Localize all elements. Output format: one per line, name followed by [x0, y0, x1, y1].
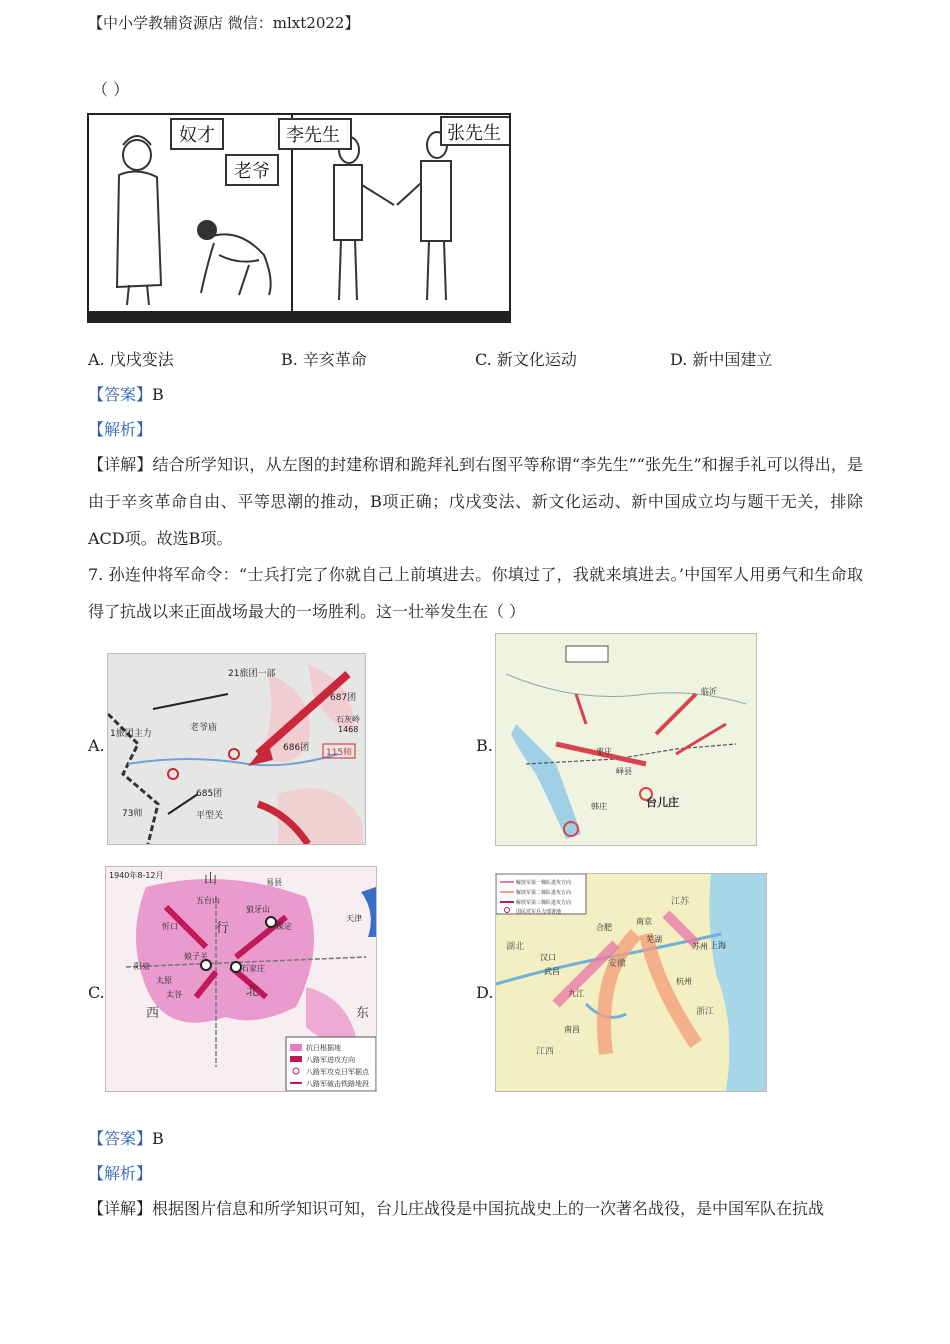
- map-c-legend: 八路军进攻方向: [306, 1056, 355, 1064]
- answer-value: B: [152, 1129, 164, 1148]
- map-a-label: 687团: [330, 693, 357, 703]
- q6-option-b[interactable]: B. 辛亥革命: [281, 350, 367, 369]
- map-d-label: 南昌: [564, 1025, 580, 1034]
- q7-option-c[interactable]: C.: [88, 983, 105, 1002]
- label-li: 李先生: [286, 125, 340, 146]
- map-d-legend: 解放军第二梯队进攻方向: [516, 890, 572, 896]
- map-d-label: 江西: [536, 1047, 555, 1057]
- map-a-pingxingguan[interactable]: [107, 653, 366, 845]
- map-c-legend: 八路军攻克日军据点: [306, 1068, 369, 1076]
- map-a-label: 1468: [338, 725, 359, 734]
- detail-tag: 【详解】: [88, 1199, 153, 1218]
- map-d-label: 杭州: [676, 977, 692, 986]
- map-c-label: 太原: [156, 976, 172, 985]
- map-c-label: 易县: [266, 878, 282, 887]
- q6-analysis-tag: 【解析】: [88, 420, 153, 439]
- map-c-label: 石家庄: [241, 964, 265, 973]
- q7-option-b[interactable]: B.: [476, 736, 493, 755]
- map-d-crossing-yangtze[interactable]: [495, 873, 767, 1092]
- q7-analysis-tag: 【解析】: [88, 1164, 153, 1183]
- map-a-label: 平型关: [196, 811, 224, 821]
- detail-text: 结合所学知识，从左图的封建称谓和跪拜礼到右图平等称谓“李先生”“张先生”和握手礼可以得出，是由于辛亥革命自由、平等思潮的推动，B项正确；戊戌变法、新文化运动、新中国成立均与题干无关，排除ACD项。故选B项。: [88, 455, 863, 548]
- map-d-legend: 解放军第一梯队进攻方向: [516, 880, 572, 886]
- map-a-label: 21旅团一部: [228, 669, 276, 679]
- q6-answer-line: [88, 385, 164, 405]
- map-d-label: 江苏: [671, 897, 690, 907]
- map-c-label: 娘子关: [184, 952, 208, 961]
- map-a-label: 115师: [326, 748, 353, 758]
- q6-stem-paren: （ ）: [92, 80, 130, 99]
- page-header: 【中小学教辅资源店 微信：mlxt2022】: [88, 14, 360, 32]
- map-d-label: 浙江: [696, 1007, 715, 1017]
- map-d-label: 安徽: [608, 959, 627, 969]
- label-nucai: 奴才: [179, 125, 215, 146]
- map-c-label: 忻口: [162, 922, 178, 931]
- q7-detail: [88, 1190, 863, 1227]
- map-c-label: 西: [146, 1006, 160, 1021]
- map-c-label: 行: [216, 921, 230, 936]
- answer-tag: 【答案】: [88, 1129, 153, 1148]
- map-a-label: 685团: [196, 789, 223, 799]
- map-b-taierzhuang[interactable]: [495, 633, 757, 846]
- map-c-label: 保定: [276, 922, 292, 931]
- map-d-label: 芜湖: [646, 935, 662, 944]
- map-a-label: 1旅团主力: [110, 729, 152, 739]
- q6-option-d[interactable]: D. 新中国建立: [670, 350, 773, 369]
- answer-tag: 【答案】: [88, 385, 153, 404]
- q6-option-c[interactable]: C. 新文化运动: [475, 350, 577, 369]
- map-d-label: 苏州: [692, 942, 708, 951]
- map-a-label: 686团: [283, 743, 310, 753]
- answer-value: B: [152, 385, 164, 404]
- map-a-label: 73师: [122, 809, 143, 819]
- q6-cartoon: [87, 113, 511, 323]
- map-c-label: 东: [356, 1006, 370, 1021]
- map-c-label: 山: [204, 872, 218, 887]
- label-laoye: 老爷: [234, 161, 270, 182]
- map-b-label: 枣庄: [596, 747, 612, 756]
- detail-tag: 【详解】: [88, 455, 153, 474]
- q7-stem: 7. 孙连仲将军命令：“士兵打完了你就自己上前填进去。你填过了，我就来填进去。’中国军人用勇气和生命取得了抗战以来正面战场最大的一场胜利。这一壮举发生在（ ）: [88, 565, 863, 621]
- map-b-label: 台儿庄: [646, 796, 679, 809]
- map-b-label: 临沂: [701, 687, 717, 696]
- map-c-label: 天津: [346, 914, 362, 923]
- map-c-label: 1940年8-12月: [109, 871, 164, 880]
- label-zhang: 张先生: [447, 123, 501, 144]
- map-c-label: 北: [246, 984, 260, 999]
- map-d-label: 汉口: [540, 953, 556, 962]
- map-d-label: 湖北: [506, 942, 525, 952]
- map-c-label: 五台山: [196, 896, 220, 905]
- map-d-label: 合肥: [596, 923, 612, 932]
- map-d-legend: 国民党军兵力部署地: [516, 909, 562, 915]
- map-c-hundred-regiments[interactable]: [105, 866, 377, 1092]
- map-d-label: 武昌: [544, 967, 560, 976]
- map-b-label: 韩庄: [591, 802, 607, 811]
- map-d-label: 九江: [568, 989, 584, 998]
- cartoon-svg: [89, 115, 509, 321]
- q6-detail: [88, 446, 863, 557]
- detail-text: 根据图片信息和所学知识可知，台儿庄战役是中国抗战史上的一次著名战役，是中国军队在抗战: [152, 1199, 825, 1218]
- q6-option-a[interactable]: A. 戊戌变法: [88, 350, 174, 369]
- q7-answer-line: [88, 1129, 164, 1149]
- map-d-label: 南京: [636, 917, 652, 926]
- map-c-legend: 抗日根据地: [306, 1044, 341, 1052]
- map-b-label: 峄县: [616, 767, 632, 776]
- map-d-legend: 解放军第三梯队进攻方向: [516, 900, 572, 906]
- map-c-label: 阳泉: [134, 962, 150, 971]
- map-c-label: 太谷: [166, 990, 182, 999]
- map-a-label: 石灰岭: [336, 715, 360, 724]
- map-c-label: 狼牙山: [246, 905, 270, 914]
- q7-option-a[interactable]: A.: [88, 736, 105, 755]
- map-a-label: 老爷庙: [190, 723, 218, 733]
- map-c-legend: 八路军破击铁路地段: [306, 1080, 369, 1088]
- q7-option-d[interactable]: D.: [476, 983, 494, 1002]
- map-d-label: 上海: [710, 941, 726, 950]
